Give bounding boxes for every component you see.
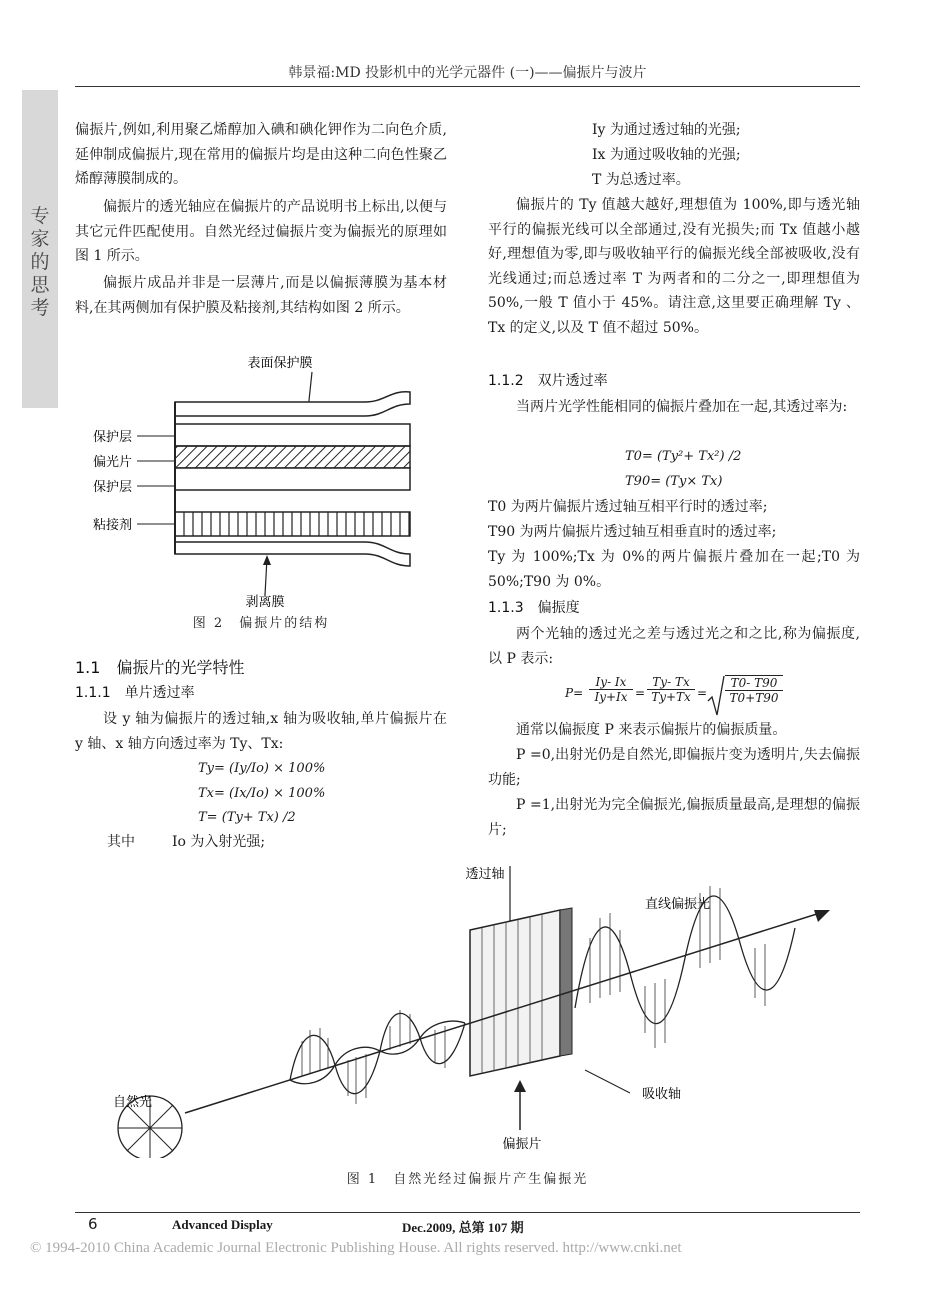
section-1-1-2-heading: 1.1.2 双片透过率 [488, 373, 608, 389]
figure-1-caption: 图 1 自然光经过偏振片产生偏振光 [346, 1172, 589, 1187]
left-paragraph-3: 偏振片成品并非是一层薄片,而是以偏振薄膜为基本材料,在其两侧加有保护膜及粘接剂,其结构如图 2 所示。 [75, 275, 447, 316]
right-paragraph-9: Ty 为 100%;Tx 为 0%的两片偏振片叠加在一起;T0 为 50%;T90 为 0%。 [488, 549, 860, 590]
formula-t: T= (Ty+ Tx) /2 [198, 810, 296, 825]
running-title: 韩景福:MD 投影机中的光学元器件 (一)——偏振片与波片 [288, 65, 647, 81]
fig1-label-polarizer: 偏振片 [502, 1137, 542, 1152]
figure-1-polarization-diagram [90, 858, 890, 1158]
formula-p-frac2-den: Ty+Tx [651, 690, 691, 704]
where-label: 其中 [107, 834, 135, 850]
formula-polarization-degree [565, 675, 805, 717]
header-rule [75, 86, 860, 87]
fig1-arrowhead [814, 910, 830, 922]
formula-ty: Ty= (Iy/Io) × 100% [198, 761, 326, 776]
fig1-polarizer-plate [470, 910, 560, 1076]
fig1-label-absorption-axis: 吸收轴 [642, 1087, 682, 1102]
formula-tx: Tx= (Ix/Io) × 100% [198, 786, 326, 801]
right-paragraph-8: T90 为两片偏振片透过轴互相垂直时的透过率; [488, 524, 777, 540]
def-io: Io 为入射光强; [172, 834, 266, 850]
fig1-plate-edge [560, 908, 572, 1056]
fig2-label-polarizer: 偏光片 [93, 455, 133, 470]
section-1-1-1-heading: 1.1.1 单片透过率 [75, 685, 195, 701]
fig2-label-protect-1: 保护层 [93, 430, 133, 445]
sidebar-label: 专家的思考 [30, 205, 50, 319]
fig2-adhesive-layer [175, 512, 410, 536]
fig2-label-protect-2: 保护层 [93, 480, 133, 495]
left-paragraph-1: 偏振片,例如,利用聚乙烯醇加入碘和碘化钾作为二向色介质,延伸制成偏振片,现在常用的偏振片均是由这种二向色性聚乙烯醇薄膜制成的。 [75, 122, 447, 187]
figure-2-structure-diagram [75, 350, 447, 640]
fig2-surface-film [175, 392, 410, 416]
formula-p-eq1: = [635, 686, 646, 700]
right-paragraph-10: 两个光轴的透过光之差与透过光之和之比,称为偏振度,以 P 表示: [488, 626, 860, 667]
def-ix: Ix 为通过吸收轴的光强; [592, 147, 741, 163]
left-paragraph-2: 偏振片的透光轴应在偏振片的产品说明书上标出,以便与其它元件匹配使用。自然光经过偏振片变为偏振光的原理如图 1 所示。 [75, 199, 447, 264]
right-paragraph-12: P =0,出射光仍是自然光,即偏振片变为透明片,失去偏振功能; [488, 747, 860, 788]
fig1-label-linear-polarized: 直线偏振光 [645, 897, 711, 912]
fig2-bottom-arrowhead [263, 555, 271, 565]
fig2-label-adhesive: 粘接剂 [93, 518, 133, 533]
formula-p-frac1-den: Iy+Ix [594, 690, 628, 704]
formula-t90: T90= (Ty× Tx) [625, 474, 723, 489]
formula-p-lhs: P= [565, 686, 584, 700]
journal-name: Advanced Display [172, 1217, 273, 1232]
fig2-protect-layer-2 [175, 468, 410, 490]
fig2-protect-layer-1 [175, 424, 410, 446]
issue-info: Dec.2009, 总第 107 期 [402, 1220, 524, 1235]
fig2-bottom-label: 剥离膜 [245, 595, 285, 610]
right-paragraph-6: 当两片光学性能相同的偏振片叠加在一起,其透过率为: [516, 399, 848, 415]
right-paragraph-5: 偏振片的 Ty 值越大越好,理想值为 100%,即与透光轴平行的偏振光线可以全部通过,没有光损失;而 Tx 值越小越好,理想值为零,即与吸收轴平行的偏振光线全部被吸收,没有光线通过;而总透过率 T 为两者和的二分之一,即理想值为 50%,一般 T 值小于 45%。请注意,这里要正确理解 Ty 、Tx 的定义,以及 T 值不超过 50%。 [488, 197, 860, 336]
right-paragraph-11: 通常以偏振度 P 来表示偏振片的偏振质量。 [516, 722, 787, 738]
formula-t0: T0= (Ty²+ Tx²) /2 [625, 449, 742, 464]
formula-p-frac1-num: Iy- Ix [595, 675, 627, 689]
fig2-release-film [175, 542, 410, 566]
formula-p-frac3-den: T0+T90 [729, 691, 779, 705]
page-number: 6 [88, 1215, 98, 1233]
section-1-1-3-heading: 1.1.3 偏振度 [488, 600, 580, 616]
fig1-natural-waves [290, 1013, 465, 1093]
fig1-absorption-leader [585, 1070, 630, 1093]
figure-2-caption: 图 2 偏振片的结构 [192, 616, 330, 631]
section-1-1-heading: 1.1 偏振片的光学特性 [75, 658, 245, 677]
right-paragraph-7: T0 为两片偏振片透过轴互相平行时的透过率; [488, 499, 768, 515]
sqrt-sign-icon [707, 675, 725, 717]
fig1-polarized-wave [575, 896, 795, 1024]
right-paragraph-13: P =1,出射光为完全偏振光,偏振质量最高,是理想的偏振片; [488, 797, 860, 838]
fig1-wave-hatching [302, 1010, 445, 1104]
formula-p-frac2-num: Ty- Tx [652, 675, 690, 689]
fig2-top-label: 表面保护膜 [247, 356, 313, 371]
fig1-label-natural-light: 自然光 [113, 1095, 153, 1110]
formula-p-eq2: = [697, 686, 708, 700]
def-t: T 为总透过率。 [592, 172, 690, 188]
fig1-polarizer-arrowhead [514, 1080, 526, 1092]
footer-rule [75, 1212, 860, 1213]
def-iy: Iy 为通过透过轴的光强; [592, 122, 741, 138]
fig2-polarizer-layer [175, 446, 410, 468]
fig1-label-transmission-axis: 透过轴 [465, 867, 505, 882]
copyright-line: © 1994-2010 China Academic Journal Electronic Publishing House. All rights reserved. http://www.cnki.net [30, 1240, 682, 1256]
formula-p-frac3-num: T0- T90 [730, 676, 778, 690]
left-paragraph-4: 设 y 轴为偏振片的透过轴,x 轴为吸收轴,单片偏振片在 y 轴、x 轴方向透过率为 Ty、Tx: [75, 711, 447, 752]
